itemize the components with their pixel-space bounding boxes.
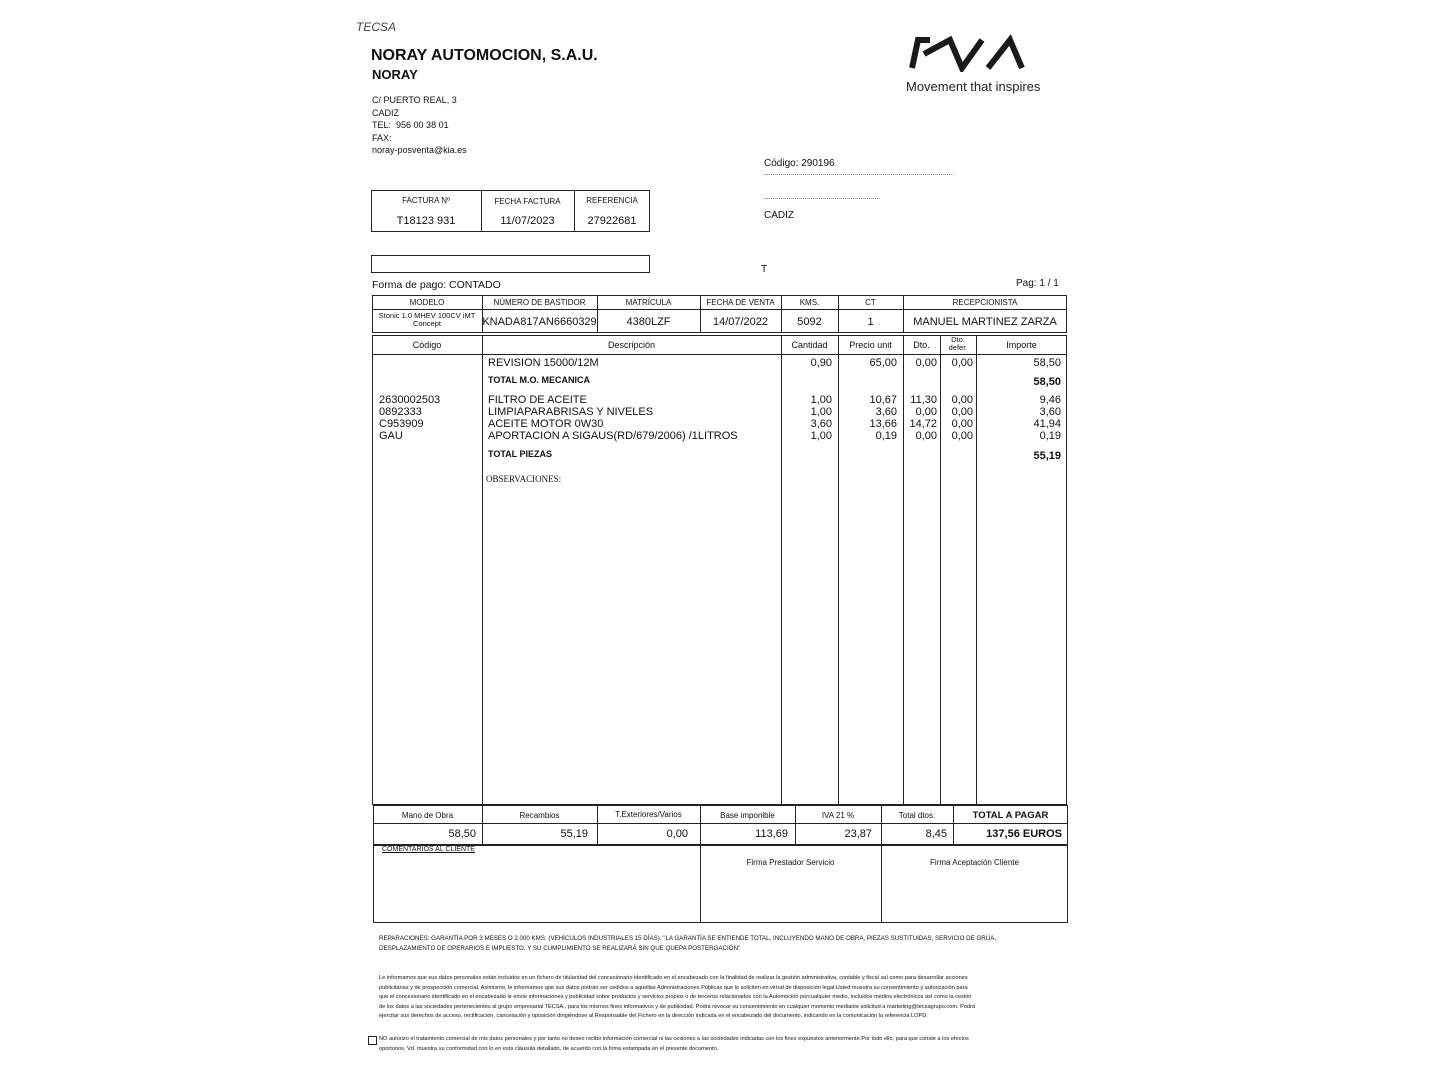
mo-precio: 65,00 [869, 357, 897, 369]
forma-pago: Forma de pago: CONTADO [372, 279, 501, 291]
company-address-block [372, 94, 467, 157]
kia-logo-mark [906, 34, 1026, 72]
comments-signature-box [373, 845, 1068, 923]
tel-value: 956 00 38 01 [396, 120, 449, 130]
kia-tagline: Movement that inspires [906, 79, 1041, 94]
part-defer: 0,00 [951, 430, 973, 442]
tt-dtos-label: Total dtos. [898, 811, 936, 820]
tt-recambios-label: Recambios [519, 811, 560, 820]
tt-ext-label: T.Exteriores/Varios [615, 810, 682, 819]
ref-value: 27922681 [587, 215, 637, 227]
lh-cantidad: Cantidad [791, 340, 828, 350]
no-autorizo-line-1: NO autorizo el tratamiento comercial de mis datos personales y por tanto no deseo recibir información comercial ni las cesiones a las sociedades indicadas con los fines expuestos anteriormente.Por todo ello, para que conste a los efectos [379, 1036, 969, 1042]
lh-dto-defer: Dto. defer. [948, 335, 968, 352]
vehicle-ct: 1 [867, 316, 874, 328]
part-importe: 3,60 [1039, 406, 1061, 418]
part-importe: 0,19 [1039, 430, 1061, 442]
address-city: CADIZ [372, 107, 399, 118]
vehicle-recepcionista: MANUEL MARTINEZ ZARZA [913, 316, 1057, 328]
lh-importe: Importe [1006, 340, 1037, 350]
telephone [372, 119, 467, 132]
fecha-value: 11/07/2023 [500, 215, 555, 227]
firma-prestador: Firma Prestador Servicio [746, 858, 835, 867]
part-precio: 3,60 [875, 406, 897, 418]
part-defer: 0,00 [951, 418, 973, 430]
tt-mano: 58,50 [448, 828, 476, 840]
part-desc: FILTRO DE ACEITE [488, 394, 587, 406]
vehicle-kms: 5092 [797, 316, 822, 328]
part-importe: 9,46 [1039, 394, 1061, 406]
mo-desc: REVISION 15000/12M [488, 357, 599, 369]
tt-iva-label: IVA 21 % [821, 811, 855, 820]
part-defer: 0,00 [951, 394, 973, 406]
redacted-name [764, 174, 954, 183]
vehicle-matricula: 4380LZF [626, 316, 671, 328]
vh-modelo: MODELO [409, 298, 445, 307]
tt-dtos: 8,45 [925, 828, 947, 840]
vehicle-bastidor: KNADA817AN6660329 [482, 316, 597, 328]
factura-value: T18123 931 [396, 215, 456, 227]
tt-ext: 0,00 [666, 828, 688, 840]
part-desc: APORTACION A SIGAUS(RD/679/2006) /1LITROS [488, 430, 738, 442]
tt-iva: 23,87 [844, 828, 872, 840]
no-autorizo-line-2: oportunos, Vd. muestra su conformidad con lo en esta cláusula detallado, de acuerdo con la firma estampada en el presente documento. [379, 1045, 719, 1052]
tt-mano-label: Mano de Obra [401, 811, 454, 820]
part-dto: 0,00 [915, 406, 937, 418]
firma-cliente: Firma Aceptación Cliente [930, 858, 1019, 867]
company-name: NORAY AUTOMOCION, S.A.U. [371, 47, 598, 64]
legal-line: ejercitar sus derechos de acceso, rectificación, cancelación y oposición dirigiéndose al Responsable del Fichero en la dirección indicada en el encabezado del documento, indicando en la comunicación la referencia LOPD. [379, 1013, 928, 1019]
page-indicator: Pag: 1 / 1 [1016, 278, 1059, 289]
part-code: C953909 [379, 418, 424, 430]
garantia-line-1: REPARACIONES: GARANTÍA POR 3 MESES O 2.000 KMS. (VEHÍCULOS INDUSTRIALES 15 DÍAS). "LA GARANTÍA SE ENTIENDE TOTAL, INCLUYENDO MANO DE OBRA, PIEZAS SUSTITUIDAS, SERVICIO DE GRÚA, [379, 935, 997, 942]
address: C/ PUERTO REAL, 3 [372, 95, 457, 105]
part-code: 2630002503 [379, 394, 441, 406]
factura-label: FACTURA Nº [402, 196, 450, 205]
mo-importe: 58,50 [1033, 357, 1061, 369]
part-desc: LIMPIAPARABRISAS Y NIVELES [488, 406, 654, 418]
vh-kms: KMS. [799, 298, 820, 307]
legal-line: que el concesionario identificado en el encabezado le envíe informaciones y publicidad sobre productos y servicios propios o de terceros relacionados con la Automoción porcualquier medio, incluidos medios electrónicos así como la cesión [379, 994, 972, 1000]
part-cant: 1,00 [810, 430, 832, 442]
part-cant: 1,00 [810, 394, 832, 406]
total-piezas-value: 55,19 [1033, 450, 1061, 462]
part-importe: 41,94 [1033, 418, 1061, 430]
part-code: GAU [379, 430, 403, 442]
mo-defer: 0,00 [951, 357, 973, 369]
empty-field-box [371, 255, 650, 273]
customer-code: Código: 290196 [764, 158, 835, 169]
part-defer: 0,00 [951, 406, 973, 418]
legal-line: Le informamos que sus datos personales están incluidos en un fichero de titularidad del concesionario identificado en el encabezado con la finalidad de realizar la gestión administrativa, contable y fiscal así como para desarrollar acciones [379, 975, 968, 981]
part-dto: 14,72 [909, 418, 937, 430]
garantia-line-2: DESPLAZAMIENTO DE OPERARIOS E IMPUESTO, Y SU CUMPLIMIENTO SE REALIZARÁ SIN QUE QUEPA POSTERGACIÓN" [379, 945, 741, 952]
part-precio: 13,66 [869, 418, 897, 430]
total-piezas-label: TOTAL PIEZAS [488, 449, 553, 459]
tt-recambios: 55,19 [560, 828, 588, 840]
part-desc: ACEITE MOTOR 0W30 [488, 418, 604, 430]
vehicle-modelo: Stonic 1.0 MHEV 100CV iMT Concept [378, 311, 476, 328]
vh-fecha-venta: FECHA DE VENTA [706, 298, 775, 307]
tecsa-label: TECSA [356, 20, 397, 34]
customer-t-mark: T [761, 264, 768, 275]
vehicle-fecha-venta: 14/07/2022 [712, 316, 769, 328]
total-mo-label: TOTAL M.O. MECANICA [488, 375, 590, 385]
mo-cant: 0,90 [810, 357, 832, 369]
observaciones-label: OBSERVACIONES: [486, 474, 562, 484]
tt-base-label: Base imponible [720, 811, 775, 820]
fecha-label: FECHA FACTURA [494, 197, 561, 206]
email: noray-posventa@kia.es [372, 145, 467, 155]
tel-label: TEL: [372, 120, 392, 130]
vh-matricula: MATRÍCULA [625, 298, 672, 307]
lh-dto: Dto. [913, 340, 930, 350]
vh-ct: CT [865, 298, 876, 307]
no-autorizo-text [379, 1035, 1069, 1054]
total-mo-value: 58,50 [1033, 376, 1061, 388]
legal-line: publicitarias y de prospección comercial. Asimismo, le informamos que sus datos podrán ser cedidos a aquéllas Administraciones Públicas que lo soliciten en virtud de disposición legal.Usted muestra su consentimiento y autorización para [379, 984, 968, 991]
garantia-text [379, 934, 1069, 954]
part-dto: 11,30 [910, 394, 937, 406]
vh-recepcionista: RECEPCIONISTA [952, 298, 1018, 307]
legal-text [379, 974, 1069, 1022]
tt-base: 113,69 [755, 828, 788, 840]
customer-city: CADIZ [764, 210, 794, 221]
fax: FAX: [372, 132, 392, 143]
redacted-address [764, 198, 880, 205]
tecsa-watermark [356, 20, 396, 34]
ref-label: REFERENCIA [586, 196, 638, 205]
vh-bastidor: NÚMERO DE BASTIDOR [493, 298, 586, 307]
kia-logo [906, 34, 1056, 94]
mo-dto: 0,00 [915, 357, 937, 369]
part-cant: 1,00 [810, 406, 832, 418]
comentarios-label: COMENTARIOS AL CLIENTE [382, 846, 475, 853]
lh-precio: Precio unit [849, 340, 892, 350]
part-precio: 10,67 [869, 394, 897, 406]
lh-descripcion: Descripción [607, 340, 656, 350]
company-short: NORAY [372, 67, 418, 82]
part-cant: 3,60 [810, 418, 832, 430]
part-dto: 0,00 [915, 430, 937, 442]
lh-codigo: Código [412, 340, 442, 350]
part-code: 0892333 [379, 406, 422, 418]
tt-pagar-label: TOTAL A PAGAR [972, 810, 1049, 821]
no-autorizo-checkbox[interactable] [368, 1036, 377, 1045]
tt-pagar: 137,56 EUROS [986, 828, 1062, 840]
part-precio: 0,19 [875, 430, 897, 442]
legal-line: de los datos a las sociedades pertenecientes al grupo empresarial TECSA., para los mismos fines informativos y de publicidad. Podrá revocar su consentimiento en cualquier momento mediante solicitud a marketing@tecsagrupo.com. Podrá [379, 1003, 976, 1010]
